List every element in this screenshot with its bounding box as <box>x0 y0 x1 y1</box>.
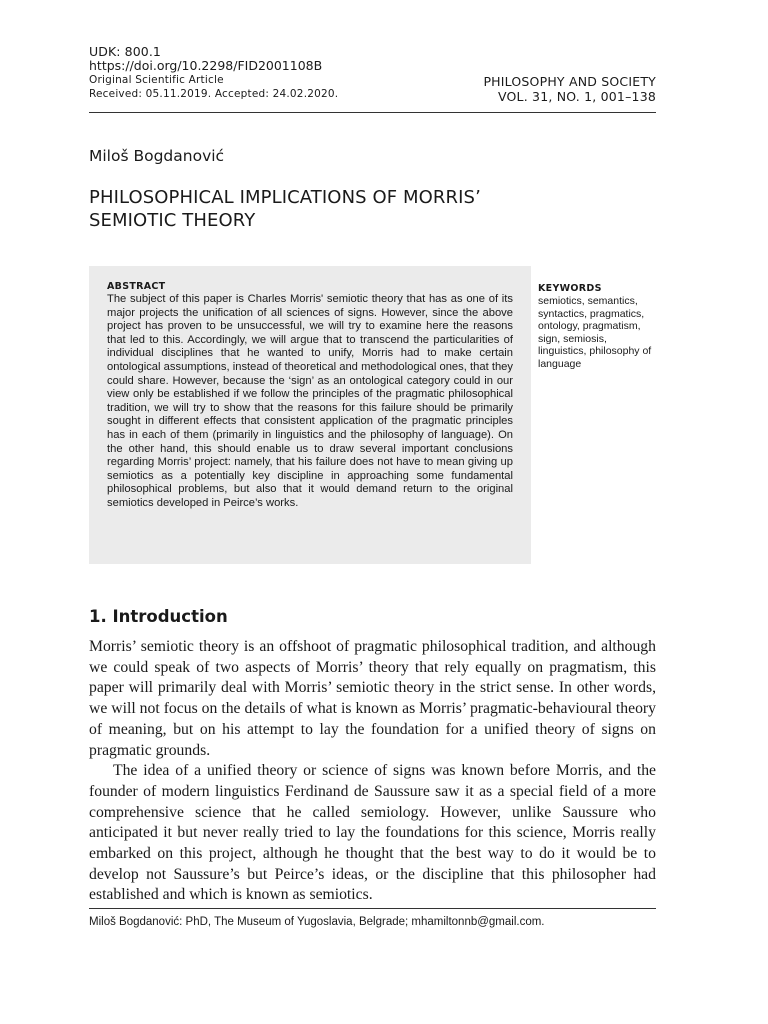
keywords-block <box>538 282 658 371</box>
article-type: Original Scientific Article <box>89 74 224 86</box>
abstract-heading: ABSTRACT <box>107 281 166 292</box>
footnote-divider <box>89 908 656 909</box>
keywords-heading: KEYWORDS <box>538 283 602 294</box>
author-name: Miloš Bogdanović <box>89 147 225 165</box>
paragraph-1: Morris’ semiotic theory is an offshoot of pragmatic philosophical tradition, and although we could speak of two aspects of Morris’ theory that rely equally on pragmatism, this paper will primarily deal with Morris’ semiotic theory in the strict sense. In other words, we will not focus on the details of what is known as Morris’ pragmatic-behavioural theory of meaning, but on his attempt to lay the foundation for a unified theory of signs on pragmatic grounds. <box>89 638 656 759</box>
journal-name: PHILOSOPHY AND SOCIETY <box>483 74 656 89</box>
udk-code: UDK: 800.1 <box>89 44 161 59</box>
author-footnote: Miloš Bogdanović: PhD, The Museum of Yugoslavia, Belgrade; mhamiltonnb@gmail.com. <box>89 916 545 928</box>
abstract-box <box>89 266 531 564</box>
keywords-list: semiotics, semantics, syntactics, pragmatics, ontology, pragmatism, sign, semiosis, linguistics, philosophy of language <box>538 295 652 370</box>
section-heading: 1. Introduction <box>89 607 228 626</box>
article-metadata <box>89 45 409 101</box>
title-line-2: SEMIOTIC THEORY <box>89 210 256 231</box>
abstract-text: The subject of this paper is Charles Morris' semiotic theory that has as one of its major projects the unification of all sciences of signs. However, since the above project has proven to be unsuccessful, we will try to examine here the reasons that led to this. Accordingly, we will argue that to transcend the particularities of individual disciplines that he wanted to unify, Morris had to make certain ontological assumptions, instead of theoretical and methodological ones, that they could share. However, because the ‘sign’ as an ontological category could in our view only be established if we follow the principles of the pragmatic philosophical tradition, we will try to show that the reasons for this failure should be primarily sought in different effects that consistent application of the pragmatic principles has in each of them (primarily in linguistics and the philosophy of language). On the other hand, this should enable us to draw several important conclusions regarding Morris’ project: namely, that his failure does not have to mean giving up semiotics as a potentially key discipline in approaching some fundamental philosophical problems, but also that it would demand return to the original semiotics developed in Peirce’s works. <box>107 293 513 509</box>
introduction-body <box>89 637 656 906</box>
doi-link[interactable]: https://doi.org/10.2298/FID2001108B <box>89 58 323 73</box>
header-divider <box>89 112 656 113</box>
title-line-1: PHILOSOPHICAL IMPLICATIONS OF MORRIS’ <box>89 187 481 208</box>
journal-volume: VOL. 31, NO. 1, 001–138 <box>497 89 656 104</box>
received-accepted-dates: Received: 05.11.2019. Accepted: 24.02.2020. <box>89 88 339 100</box>
paper-title <box>89 186 481 232</box>
journal-info <box>483 74 656 104</box>
paragraph-2: The idea of a unified theory or science of signs was known before Morris, and the founder of modern linguistics Ferdinand de Saussure saw it as a special field of a more comprehensive science that he called semiology. However, unlike Saussure who anticipated it but never really tried to lay the foundations for this science, Morris really embarked on this project, although he thought that the best way to do it would be to develop not Saussure’s but Peirce’s ideas, or the discipline that this philosopher had established and which is known as semiotics. <box>89 762 656 904</box>
